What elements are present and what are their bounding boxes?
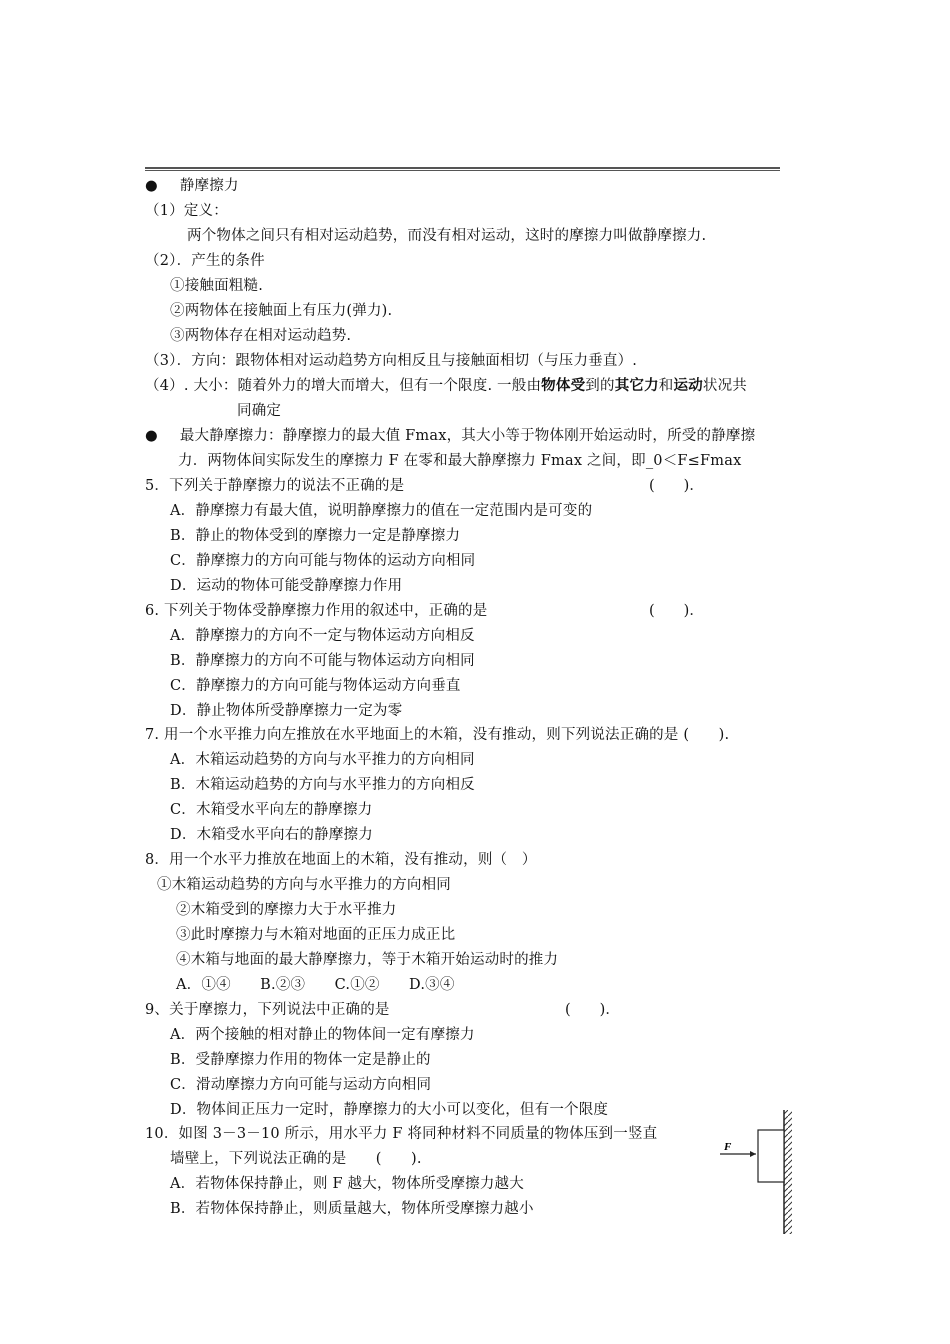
q8-item: ③此时摩擦力与木箱对地面的正压力成正比 <box>176 927 456 943</box>
q5-option: B．静止的物体受到的摩擦力一定是静摩擦力 <box>170 528 461 544</box>
direction-text: （3）．方向：跟物体相对运动趋势方向相反且与接触面相切（与压力垂直）. <box>145 353 638 369</box>
q10-stem-cont: 墙壁上，下列说法正确的是 ( ). <box>170 1151 422 1167</box>
force-label: F <box>724 1141 732 1153</box>
definition-text: 两个物体之间只有相对运动趋势，而没有相对运动，这时的摩擦力叫做静摩擦力. <box>187 228 707 244</box>
condition-item: ②两物体在接触面上有压力(弹力). <box>170 303 393 319</box>
q8-item: ④木箱与地面的最大静摩擦力，等于木箱开始运动时的推力 <box>176 952 559 968</box>
q7-option: A．木箱运动趋势的方向与水平推力的方向相同 <box>170 752 475 768</box>
q10-stem: 10．如图 3－3－10 所示，用水平力 F 将同种材料不同质量的物体压到一竖直 <box>145 1126 658 1142</box>
q10-option: A．若物体保持静止，则 F 越大，物体所受摩擦力越大 <box>170 1176 524 1192</box>
magnitude-text: （4）. 大小：随着外力的增大而增大，但有一个限度. 一般由物体受到的其它力和运动状况共 <box>145 377 748 394</box>
q9-option: C．滑动摩擦力方向可能与运动方向相同 <box>170 1077 432 1093</box>
q7-stem: 7. 用一个水平推力向左推放在水平地面上的木箱，没有推动，则下列说法正确的是 ( ). <box>145 727 730 743</box>
q9-stem: 9、关于摩擦力，下列说法中正确的是 <box>145 1002 390 1018</box>
q7-option: B．木箱运动趋势的方向与水平推力的方向相反 <box>170 777 475 793</box>
q8-item: ①木箱运动趋势的方向与水平推力的方向相同 <box>157 877 451 893</box>
q9-option: D．物体间正压力一定时，静摩擦力的大小可以变化，但有一个限度 <box>170 1102 609 1118</box>
q8-item: ②木箱受到的摩擦力大于水平推力 <box>176 902 397 918</box>
force-diagram <box>716 1110 796 1234</box>
q6-option: B．静摩擦力的方向不可能与物体运动方向相同 <box>170 653 475 669</box>
section2-line2: 力．两物体间实际发生的摩擦力 F 在零和最大静摩擦力 Fmax 之间，即_0＜F≤Fmax <box>178 453 742 469</box>
q9-answer-blank: ( )． <box>565 1002 620 1018</box>
q9-option: A．两个接触的相对静止的物体间一定有摩擦力 <box>170 1027 475 1043</box>
q7-option: D．木箱受水平向右的静摩擦力 <box>170 827 373 843</box>
q5-stem: 5．下列关于静摩擦力的说法不正确的是 <box>145 478 405 494</box>
q9-option: B．受静摩擦力作用的物体一定是静止的 <box>170 1052 431 1068</box>
q6-option: C．静摩擦力的方向可能与物体运动方向垂直 <box>170 678 461 694</box>
condition-item: ①接触面粗糙. <box>170 278 264 294</box>
q6-option: A．静摩擦力的方向不一定与物体运动方向相反 <box>170 628 475 644</box>
q6-option: D．静止物体所受静摩擦力一定为零 <box>170 703 403 719</box>
force-arrow-head <box>750 1151 756 1157</box>
section1-heading: ● 静摩擦力 <box>145 178 239 194</box>
q6-stem: 6. 下列关于物体受静摩擦力作用的叙述中，正确的是 <box>145 603 488 619</box>
q8-choices: A．①④ B.②③ C.①② D.③④ <box>176 977 455 993</box>
q5-option: A．静摩擦力有最大值，说明静摩擦力的值在一定范围内是可变的 <box>170 503 593 519</box>
conditions-label: （2）．产生的条件 <box>145 253 265 269</box>
q8-stem: 8．用一个水平力推放在地面上的木箱，没有推动，则（ ） <box>145 852 537 868</box>
q5-answer-blank: ( )． <box>649 478 704 494</box>
q7-option: C．木箱受水平向左的静摩擦力 <box>170 802 373 818</box>
q5-option: C．静摩擦力的方向可能与物体的运动方向相同 <box>170 553 476 569</box>
section2-line1: ● 最大静摩擦力：静摩擦力的最大值 Fmax，其大小等于物体刚开始运动时，所受的静摩擦 <box>145 428 756 444</box>
q10-option: B．若物体保持静止，则质量越大，物体所受摩擦力越小 <box>170 1201 534 1217</box>
block <box>758 1130 784 1182</box>
q6-answer-blank: ( )． <box>649 603 704 619</box>
wall-hatching <box>784 1110 792 1234</box>
magnitude-text-cont: 同确定 <box>237 403 282 419</box>
definition-label: （1）定义： <box>145 203 228 219</box>
condition-item: ③两物体存在相对运动趋势. <box>170 328 352 344</box>
header-rule <box>145 167 780 171</box>
q5-option: D．运动的物体可能受静摩擦力作用 <box>170 578 403 594</box>
